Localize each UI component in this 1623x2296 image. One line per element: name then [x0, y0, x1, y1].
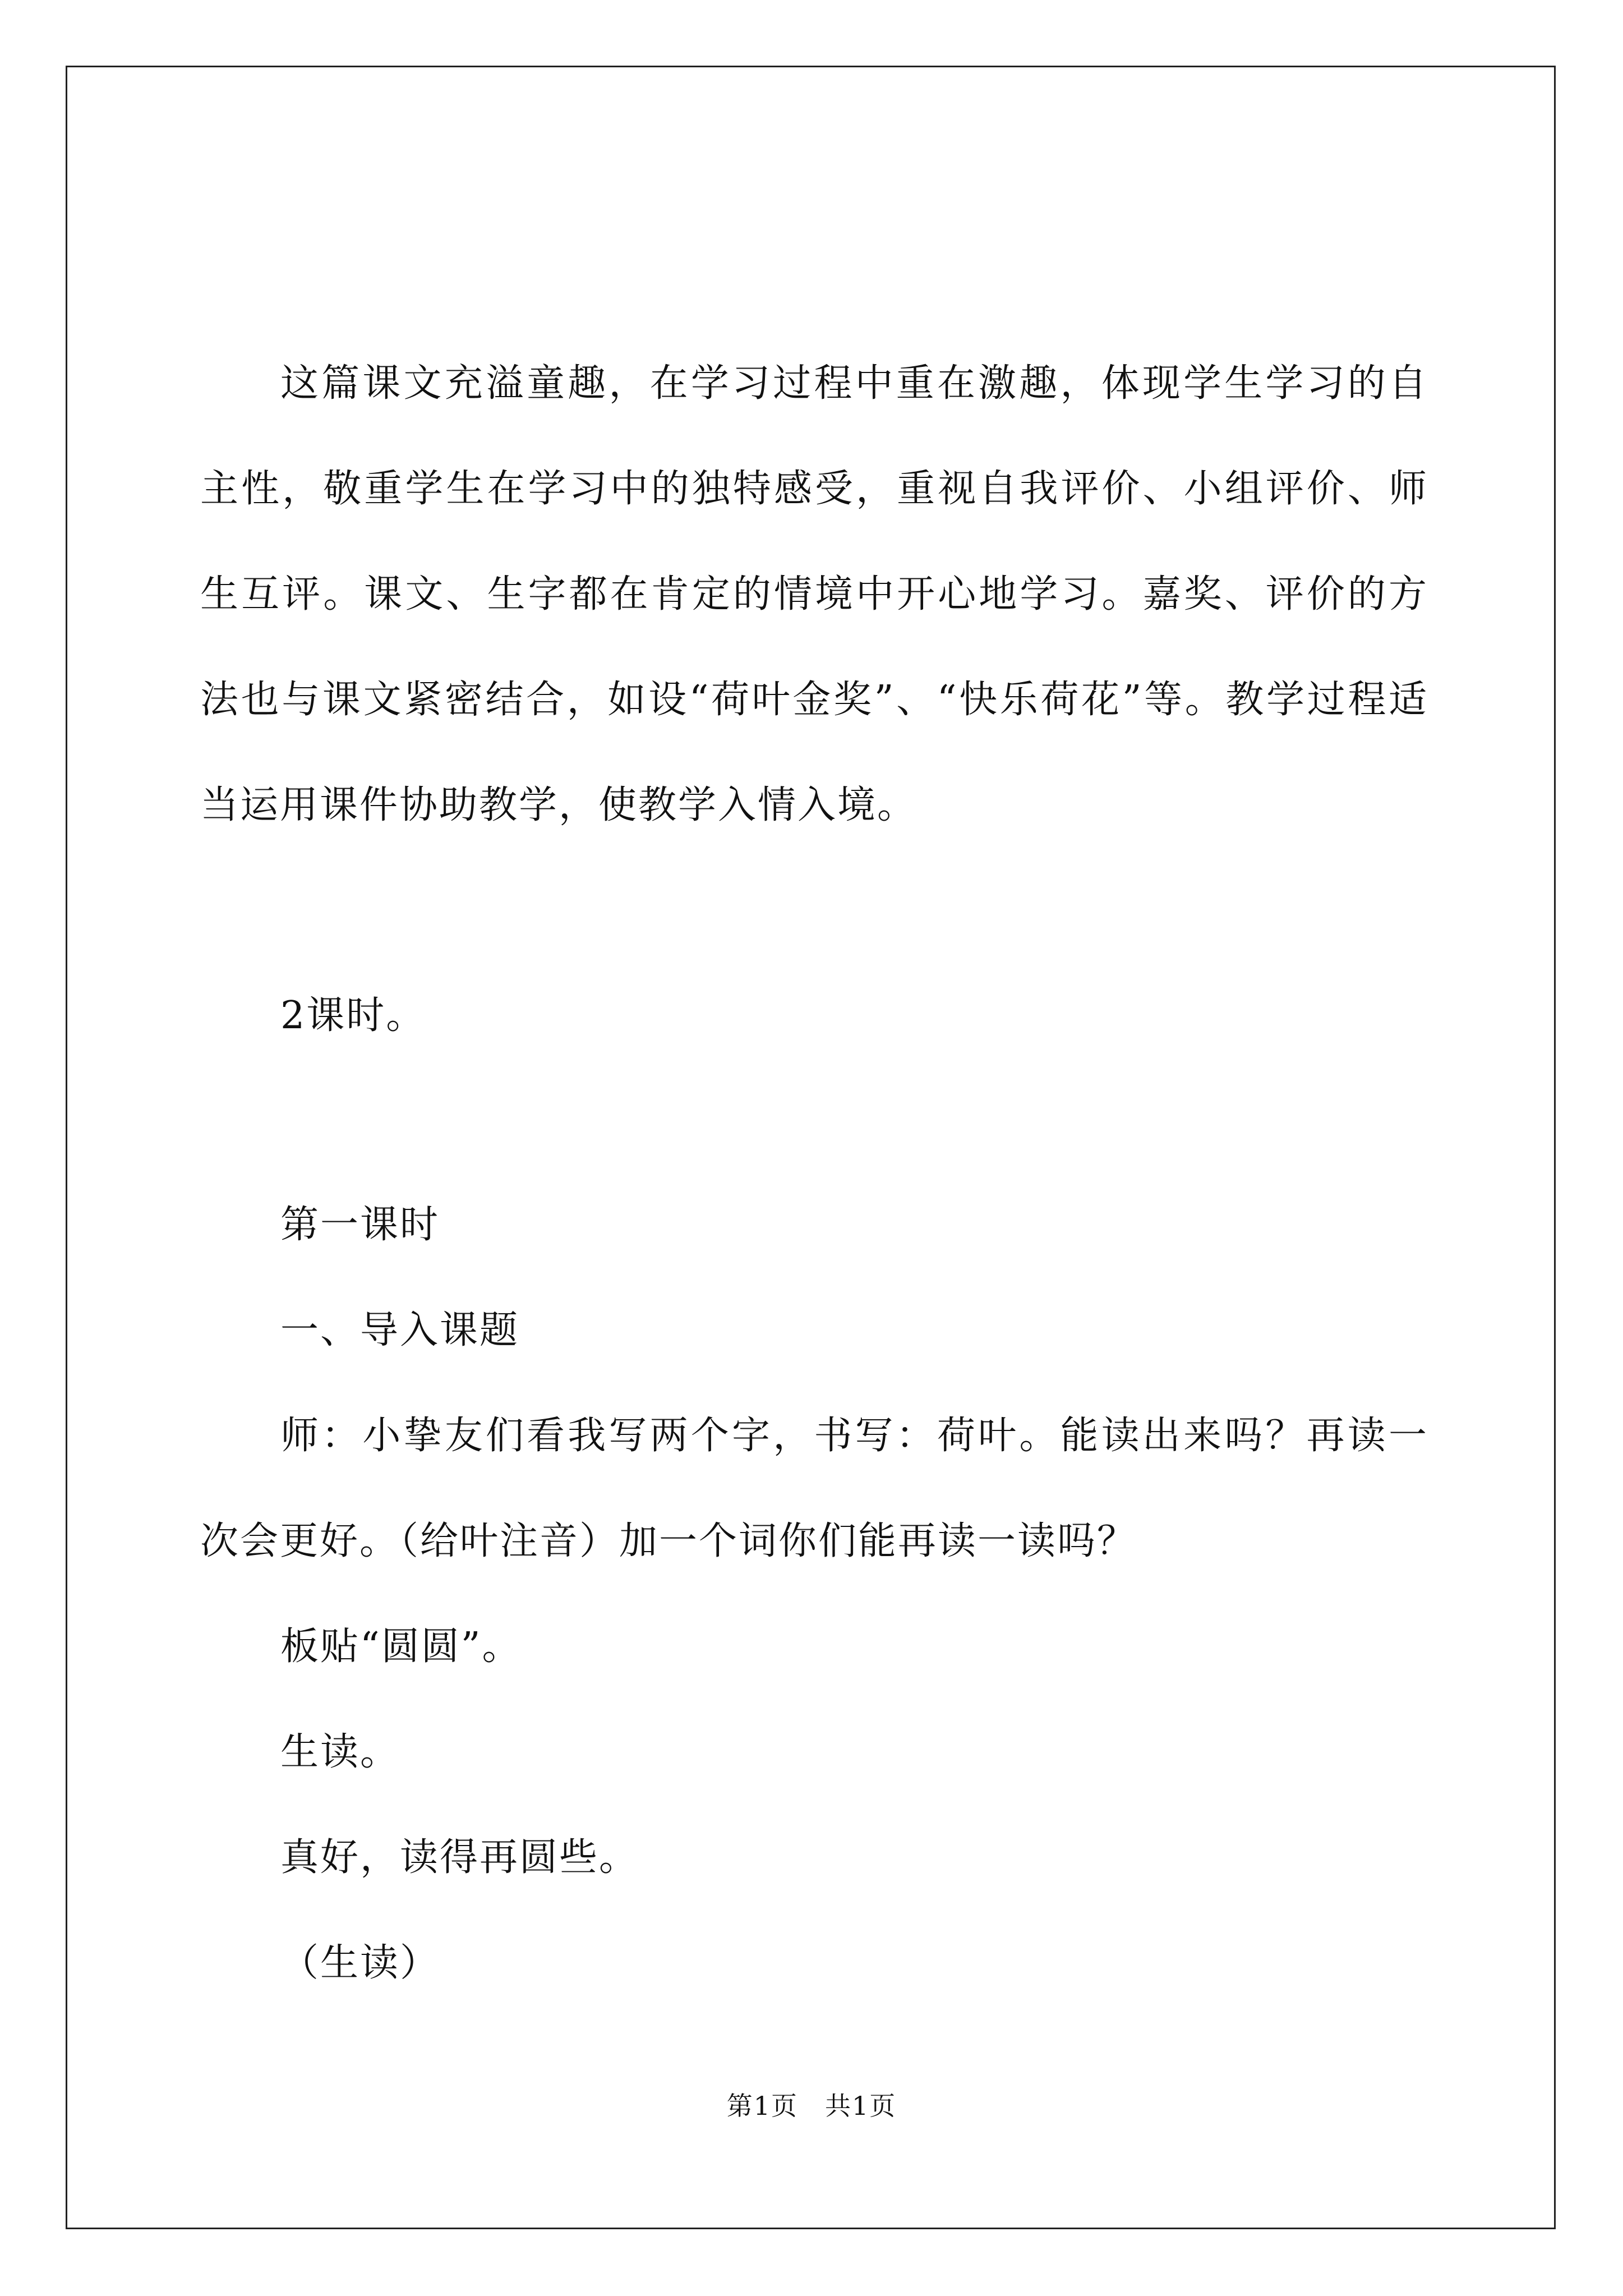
section-heading-intro-topic: 一、导入课题	[280, 1308, 520, 1352]
section-heading-first-lesson: 第一课时	[280, 1203, 440, 1247]
paragraph-intro: 这篇课文充溢童趣，在学习过程中重在激趣，体现学生学习的自主性，敬重学生在学习中的独特感受，重视自我评价、小组评价、师生互评。课文、生字都在肯定的情境中开心地学习。嘉奖、评价的方法也与课文紧密结合，如设“荷叶金奖”、“快乐荷花”等。教学过程适当运用课件协助教学，使教学入情入境。	[200, 361, 1428, 827]
paragraph-praise: 真好，读得再圆些。	[280, 1835, 639, 1880]
paragraph-students-read-again: （生读）	[280, 1941, 440, 1985]
document-body	[200, 331, 1428, 2016]
paragraph-students-read: 生读。	[280, 1730, 400, 1774]
paragraph-gap	[200, 858, 1428, 963]
paragraph-teacher-speech: 师：小挚友们看我写两个字，书写：荷叶。能读出来吗？再读一次会更好。（给叶注音）加一个词你们能再读一读吗？	[200, 1414, 1428, 1563]
page-number: 第1页 共1页	[726, 2091, 897, 2121]
paragraph-board-note: 板贴“圆圆”。	[280, 1625, 522, 1669]
paragraph-gap	[200, 1069, 1428, 1172]
paragraph-class-hours: 2课时。	[280, 993, 426, 1038]
